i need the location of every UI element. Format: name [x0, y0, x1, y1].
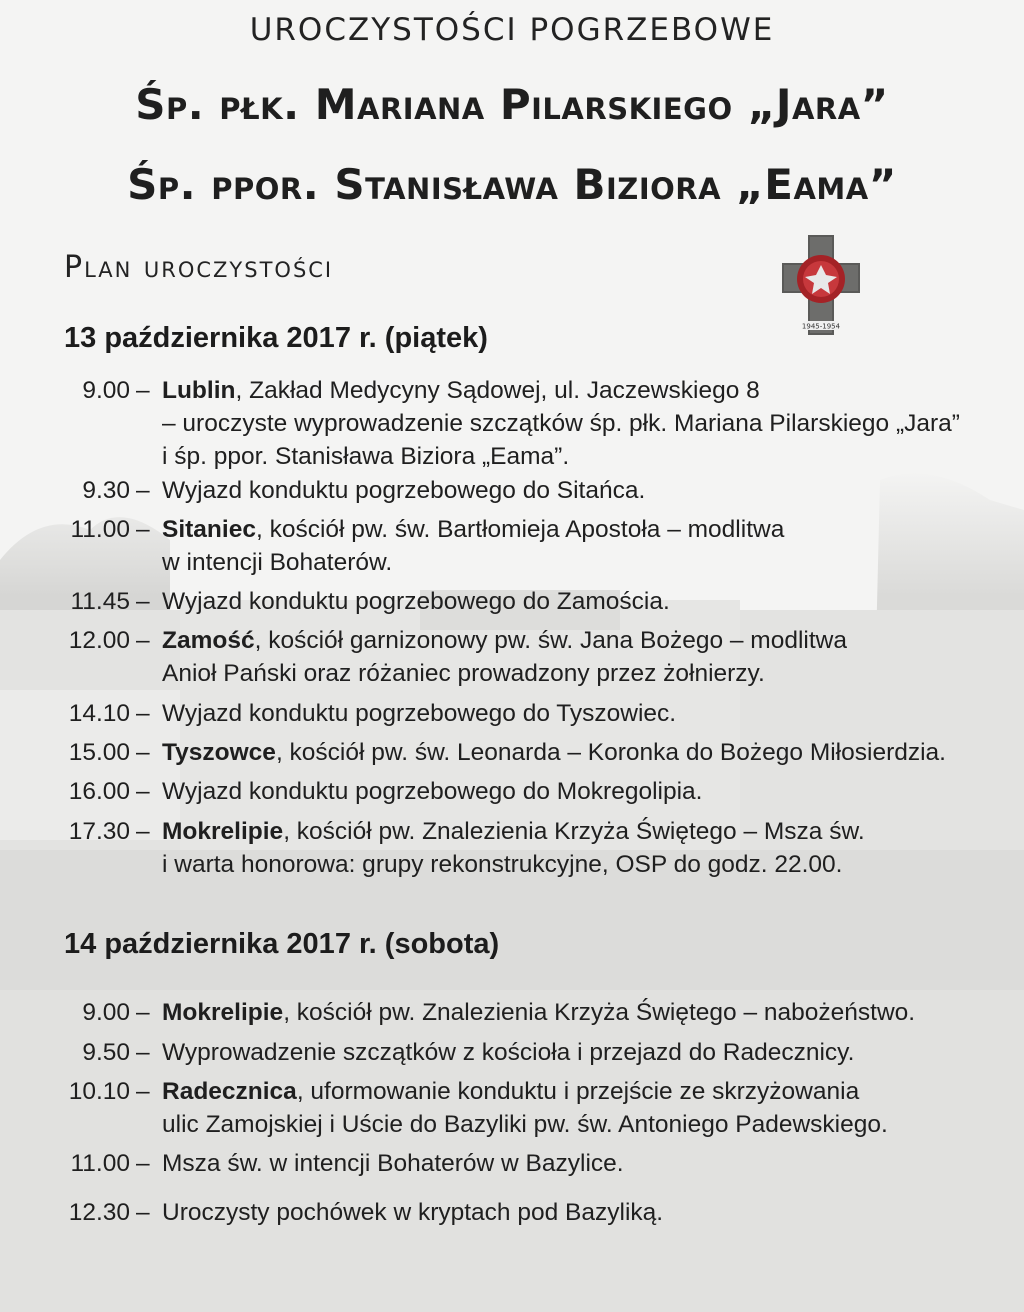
event-description — [162, 1036, 1012, 1069]
event-time: 10.10 — [68, 1078, 130, 1105]
event-line: w intencji Bohaterów. — [162, 549, 393, 576]
event-place: Tyszowce — [162, 739, 276, 766]
event-place: Mokrelipie — [162, 818, 284, 845]
event-time: 17.30 — [68, 818, 130, 845]
event-line — [162, 374, 1012, 407]
event-line: i warta honorowa: grupy rekonstrukcyjne, OSP do godz. 22.00. — [162, 851, 843, 878]
honoree-name-2: Śp. ppor. Stanisława Biziora „Eama” — [127, 160, 897, 209]
event-description — [162, 697, 1012, 730]
event-time: 11.00 — [70, 516, 130, 543]
event-dash: – — [136, 999, 150, 1026]
honoree-name-1: Śp. płk. Mariana Pilarskiego „Jara” — [135, 80, 889, 129]
event-dash: – — [136, 377, 150, 404]
event-line — [162, 996, 1012, 1029]
event-place: Radecznica — [162, 1078, 297, 1105]
event-description — [162, 815, 1012, 881]
event-text: , uformowanie konduktu i przejście ze skrzyżowania — [296, 1078, 860, 1105]
event-description — [162, 474, 1012, 507]
event-description — [162, 374, 1012, 473]
event-line: Wyjazd konduktu pogrzebowego do Zamościa. — [162, 588, 670, 615]
event-text: , kościół pw. św. Bartłomieja Apostoła – modlitwa — [255, 516, 785, 543]
event-description — [162, 513, 1012, 579]
event-dash: – — [136, 477, 150, 504]
event-line: Uroczysty pochówek w kryptach pod Bazyliką. — [162, 1199, 664, 1226]
event-text: , Zakład Medycyny Sądowej, ul. Jaczewskiego 8 — [235, 377, 760, 404]
event-dash: – — [136, 627, 150, 654]
event-dash: – — [136, 700, 150, 727]
day-heading-2: 14 października 2017 r. (sobota) — [64, 928, 500, 960]
event-time: 12.00 — [68, 627, 130, 654]
event-line: Wyjazd konduktu pogrzebowego do Mokregolipia. — [162, 778, 703, 805]
plan-title: Plan uroczystości — [64, 250, 334, 285]
event-description — [162, 1147, 1012, 1180]
event-time: 11.00 — [70, 1150, 130, 1177]
event-description — [162, 585, 1012, 618]
document-supertitle: UROCZYSTOŚCI POGRZEBOWE — [249, 12, 775, 48]
event-time: 12.30 — [68, 1199, 130, 1226]
event-line: Wyprowadzenie szczątków z kościoła i przejazd do Radecznicy. — [162, 1039, 855, 1066]
day-heading-1: 13 października 2017 r. (piątek) — [64, 322, 488, 354]
event-text: , kościół pw. św. Leonarda – Koronka do Bożego Miłosierdzia. — [275, 739, 946, 766]
event-place: Zamość — [162, 627, 255, 654]
event-description — [162, 775, 1012, 808]
event-line — [162, 1075, 1012, 1108]
event-line: ulic Zamojskiej i Uście do Bazyliki pw. św. Antoniego Padewskiego. — [162, 1111, 888, 1138]
event-dash: – — [136, 1078, 150, 1105]
event-line — [162, 624, 1012, 657]
event-line: Anioł Pański oraz różaniec prowadzony przez żołnierzy. — [162, 660, 765, 687]
event-dash: – — [136, 1039, 150, 1066]
event-line: – uroczyste wyprowadzenie szczątków śp. płk. Mariana Pilarskiego „Jara” — [162, 410, 960, 437]
event-description — [162, 624, 1012, 690]
event-line: Wyjazd konduktu pogrzebowego do Tyszowiec. — [162, 700, 677, 727]
event-line — [162, 513, 1012, 546]
event-description — [162, 996, 1012, 1029]
event-line: Wyjazd konduktu pogrzebowego do Sitańca. — [162, 477, 646, 504]
event-time: 9.00 — [82, 377, 130, 404]
event-time: 15.00 — [68, 739, 130, 766]
event-time: 9.30 — [82, 477, 130, 504]
event-dash: – — [136, 588, 150, 615]
event-time: 9.50 — [82, 1039, 130, 1066]
event-dash: – — [136, 739, 150, 766]
event-text: , kościół pw. Znalezienia Krzyża Świętego – nabożeństwo. — [283, 999, 916, 1026]
event-text: , kościół pw. Znalezienia Krzyża Świętego – Msza św. — [283, 818, 865, 845]
event-dash: – — [136, 516, 150, 543]
event-text: , kościół garnizonowy pw. św. Jana Bożego – modlitwa — [254, 627, 847, 654]
event-dash: – — [136, 1150, 150, 1177]
event-description — [162, 1075, 1012, 1141]
event-line — [162, 736, 1012, 769]
emblem-years: 1945-1954 — [801, 322, 841, 331]
event-time: 16.00 — [68, 778, 130, 805]
event-description — [162, 1196, 1012, 1229]
event-place: Lublin — [162, 377, 236, 404]
event-line — [162, 815, 1012, 848]
event-place: Sitaniec — [162, 516, 256, 543]
event-line: Msza św. w intencji Bohaterów w Bazylice. — [162, 1150, 624, 1177]
win-cross-emblem-icon — [782, 235, 860, 335]
event-dash: – — [136, 1199, 150, 1226]
event-line: i śp. ppor. Stanisława Biziora „Eama”. — [162, 443, 570, 470]
event-time: 11.45 — [70, 588, 130, 615]
event-time: 9.00 — [82, 999, 130, 1026]
event-time: 14.10 — [68, 700, 130, 727]
event-place: Mokrelipie — [162, 999, 284, 1026]
event-description — [162, 736, 1012, 769]
event-dash: – — [136, 778, 150, 805]
event-dash: – — [136, 818, 150, 845]
